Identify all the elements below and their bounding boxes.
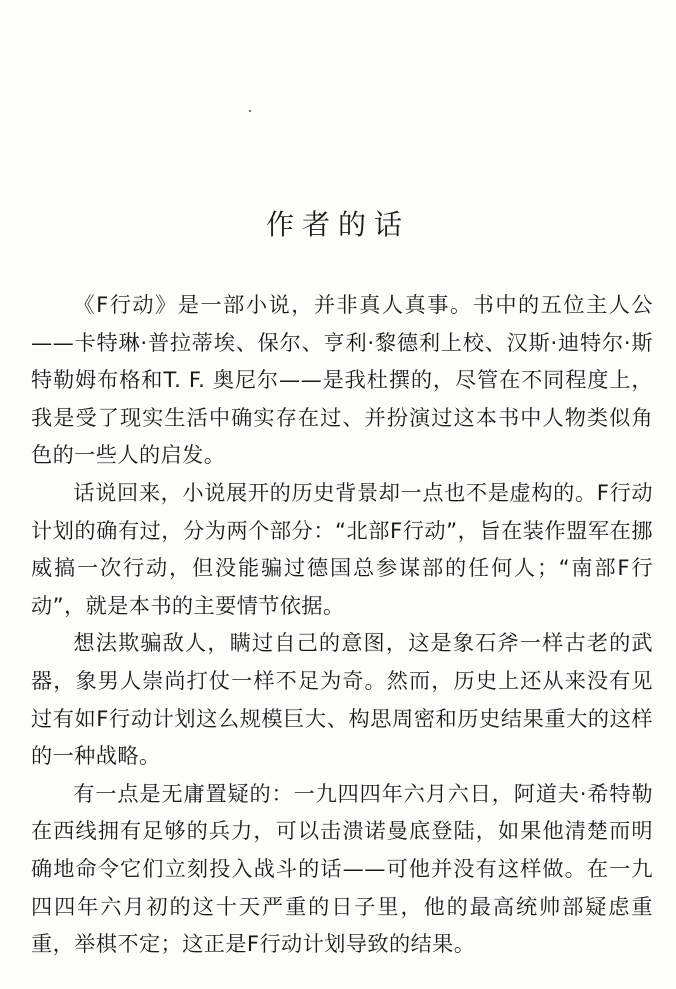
paragraph — [31, 775, 653, 963]
paragraph-text: 《F行动》是一部小说，并非真人真事。书中的五位主人公——卡特琳·普拉蒂埃、保尔、亨利·黎德利上校、汉斯·迪特尔·斯特勒姆布格和T. F. 奥尼尔——是我杜撰的，尽管在不同程度上，我是受了现实生活中确实存在过、并扮演过这本书中人物类似角色的一些人的启发。 — [31, 292, 653, 468]
paragraph — [31, 624, 653, 774]
body-text — [31, 286, 653, 963]
paragraph-text: 想法欺骗敌人，瞒过自己的意图，这是象石斧一样古老的武器，象男人崇尚打仗一样不足为奇。然而，历史上还从来没有见过有如F行动计划这么规模巨大、构思周密和历史结果重大的这样的一种战略。 — [31, 630, 653, 769]
page-title: 作者的话 — [265, 208, 410, 241]
paragraph-text: 话说回来，小说展开的历史背景却一点也不是虚构的。F行动计划的确有过，分为两个部分：“北部F行动”，旨在装作盟军在挪威搞一次行动，但没能骗过德国总参谋部的任何人；“南部F行动”，就是本书的主要情节依据。 — [31, 479, 653, 618]
paragraph — [31, 474, 653, 624]
print-speck — [249, 110, 251, 112]
paragraph — [31, 286, 653, 474]
paragraph-text: 有一点是无庸置疑的：一九四四年六月六日，阿道夫·希特勒在西线拥有足够的兵力，可以击溃诺曼底登陆，如果他清楚而明确地命令它们立刻投入战斗的话——可他并没有这样做。在一九四四年六月初的这十天严重的日子里，他的最高统帅部疑虑重重，举棋不定；这正是F行动计划导致的结果。 — [31, 780, 653, 957]
